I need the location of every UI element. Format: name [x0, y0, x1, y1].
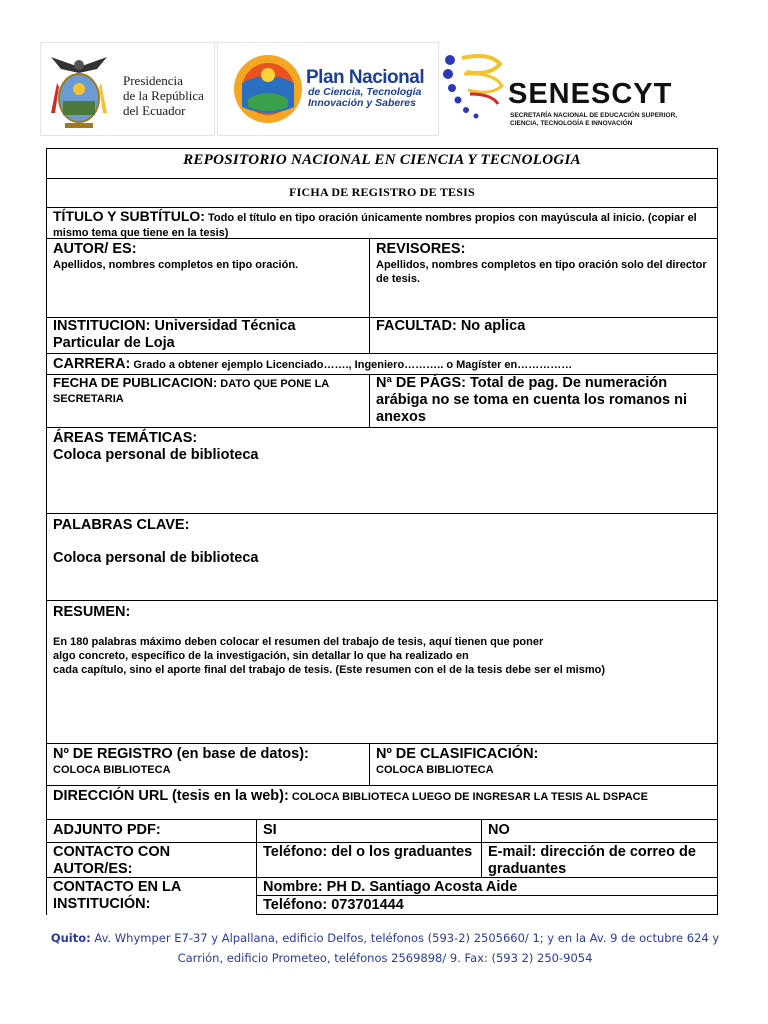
contacto-nombre[interactable]: Nombre: PH D. Santiago Acosta Aide: [257, 878, 717, 896]
areas-row: [47, 428, 717, 514]
paginas-field[interactable]: Nª DE PÁGS: Total de pag. De numeración arábiga no se toma en cuenta los romanos ni anexos: [369, 375, 717, 427]
areas-field[interactable]: [47, 428, 717, 513]
fecha-field[interactable]: [47, 375, 369, 427]
contacto-institucion-telefono[interactable]: Teléfono: 073701444: [263, 897, 404, 913]
contacto-autor-label: CONTACTO CON AUTOR/ES:: [53, 844, 171, 877]
plan-nacional-sun-icon: [224, 43, 312, 135]
facultad-field[interactable]: FACULTAD: No aplica: [369, 318, 717, 353]
titulo-field[interactable]: [47, 208, 717, 238]
carrera-text: Grado a obtener ejemplo Licenciado……., Ingeniero……….. o Magíster en……………: [130, 359, 573, 371]
adjunto-no-option[interactable]: NO: [481, 820, 717, 842]
palabras-label: PALABRAS CLAVE:: [53, 517, 190, 533]
resumen-field[interactable]: [47, 601, 717, 743]
senescyt-dots-icon: [440, 48, 506, 128]
carrera-label: CARRERA:: [53, 356, 131, 372]
areas-label: ÁREAS TEMÁTICAS:: [53, 430, 198, 446]
registro-text: COLOCA BIBLIOTECA: [53, 764, 171, 776]
clasificacion-field[interactable]: [369, 744, 717, 785]
fecha-text: DATO QUE PONE LA SECRETARIA: [53, 378, 329, 405]
revisores-label: REVISORES:: [376, 241, 466, 257]
senescyt-logo: [440, 42, 700, 134]
titulo-label: TÍTULO Y SUBTÍTULO:: [53, 208, 205, 224]
autor-label: AUTOR/ ES:: [53, 241, 137, 257]
registro-row: [47, 744, 717, 786]
form-subheading-row: [47, 179, 717, 208]
form-heading-row: [47, 149, 717, 179]
contacto-institucion-details: [256, 878, 717, 915]
autor-text: Apellidos, nombres completos en tipo oración.: [53, 259, 299, 271]
revisores-field[interactable]: [369, 239, 717, 317]
contacto-email-field[interactable]: E-mail: dirección de correo de graduantes: [481, 843, 717, 877]
url-label: DIRECCIÓN URL (tesis en la web):: [53, 788, 289, 804]
clasificacion-label: Nº DE CLASIFICACIÓN:: [376, 746, 539, 762]
adjunto-si-option[interactable]: SI: [256, 820, 481, 842]
carrera-row: [47, 354, 717, 375]
footer-address: [40, 928, 730, 968]
clasificacion-text: COLOCA BIBLIOTECA: [376, 764, 494, 776]
autor-field[interactable]: [47, 239, 369, 317]
revisores-text: Apellidos, nombres completos en tipo oración solo del director de tesis.: [376, 259, 707, 285]
fecha-paginas-row: [47, 375, 717, 428]
footer-city: Quito:: [50, 931, 91, 945]
resumen-label: RESUMEN:: [53, 604, 131, 620]
presidencia-logo: [40, 42, 215, 136]
plan-nacional-logo: [217, 42, 439, 136]
footer-line-2: Carrión, edificio Prometeo, teléfonos 2569898/ 9. Fax: (593 2) 250-9054: [177, 951, 593, 965]
contacto-telefono-field[interactable]: Teléfono: del o los graduantes: [256, 843, 481, 877]
senescyt-title: SENESCYT: [508, 78, 673, 110]
ecuador-coat-of-arms-icon: [41, 43, 121, 135]
institucion-field[interactable]: INSTITUCION: Universidad Técnica Particular de Loja: [53, 318, 296, 351]
presidencia-text: Presidencia de la República del Ecuador: [123, 73, 204, 118]
adjunto-row: [47, 820, 717, 843]
palabras-text: Coloca personal de biblioteca: [53, 550, 259, 566]
titulo-text: Todo el título en tipo oración únicamente nombres propios con mayúscula al inicio. (copiar el mismo tema que tiene en la tesis): [53, 212, 697, 239]
registro-field[interactable]: [47, 744, 369, 785]
registro-label: Nº DE REGISTRO (en base de datos):: [53, 746, 309, 762]
palabras-row: [47, 514, 717, 601]
contacto-autor-row: [47, 843, 717, 878]
footer-line-1: Quito: Av. Whymper E7-37 y Alpallana, edificio Delfos, teléfonos (593-2) 2505660/ 1; y en la Av. 9 de octubre 624 y: [50, 931, 720, 945]
url-field[interactable]: [47, 786, 717, 819]
adjunto-label: ADJUNTO PDF:: [53, 822, 161, 838]
fecha-label: FECHA DE PUBLICACION:: [53, 375, 218, 390]
areas-text: Coloca personal de biblioteca: [53, 447, 259, 463]
url-row: [47, 786, 717, 820]
carrera-field[interactable]: [47, 354, 717, 374]
titulo-row: [47, 208, 717, 239]
contacto-institucion-label: CONTACTO EN LA INSTITUCIÓN:: [53, 879, 181, 912]
resumen-row: [47, 601, 717, 744]
senescyt-subtitle: SECRETARÍA NACIONAL DE EDUCACIÓN SUPERIOR, CIENCIA, TECNOLOGÍA E INNOVACIÓN: [510, 112, 678, 127]
plan-nacional-title: Plan Nacional: [306, 67, 425, 88]
form-subheading: FICHA DE REGISTRO DE TESIS: [289, 185, 475, 199]
contacto-institucion-row: [47, 878, 717, 915]
institucion-row: [47, 318, 717, 354]
form-heading: REPOSITORIO NACIONAL EN CIENCIA Y TECNOLOGIA: [183, 152, 581, 168]
palabras-field[interactable]: [47, 514, 717, 600]
resumen-text: En 180 palabras máximo deben colocar el resumen del trabajo de tesis, aquí tienen que poner algo concreto, específico de la investigación, sin detallar lo que ha realizado en cada capítulo, sino el aporte final del trabajo de tesis. (Este resumen con el de la tesis debe ser el mismo): [53, 636, 606, 676]
thesis-registration-form: [46, 148, 718, 915]
autor-revisores-row: [47, 239, 717, 318]
url-text: COLOCA BIBLIOTECA LUEGO DE INGRESAR LA TESIS AL DSPACE: [288, 791, 648, 803]
plan-nacional-subtitle: de Ciencia, Tecnología Innovación y Saberes: [308, 86, 422, 109]
